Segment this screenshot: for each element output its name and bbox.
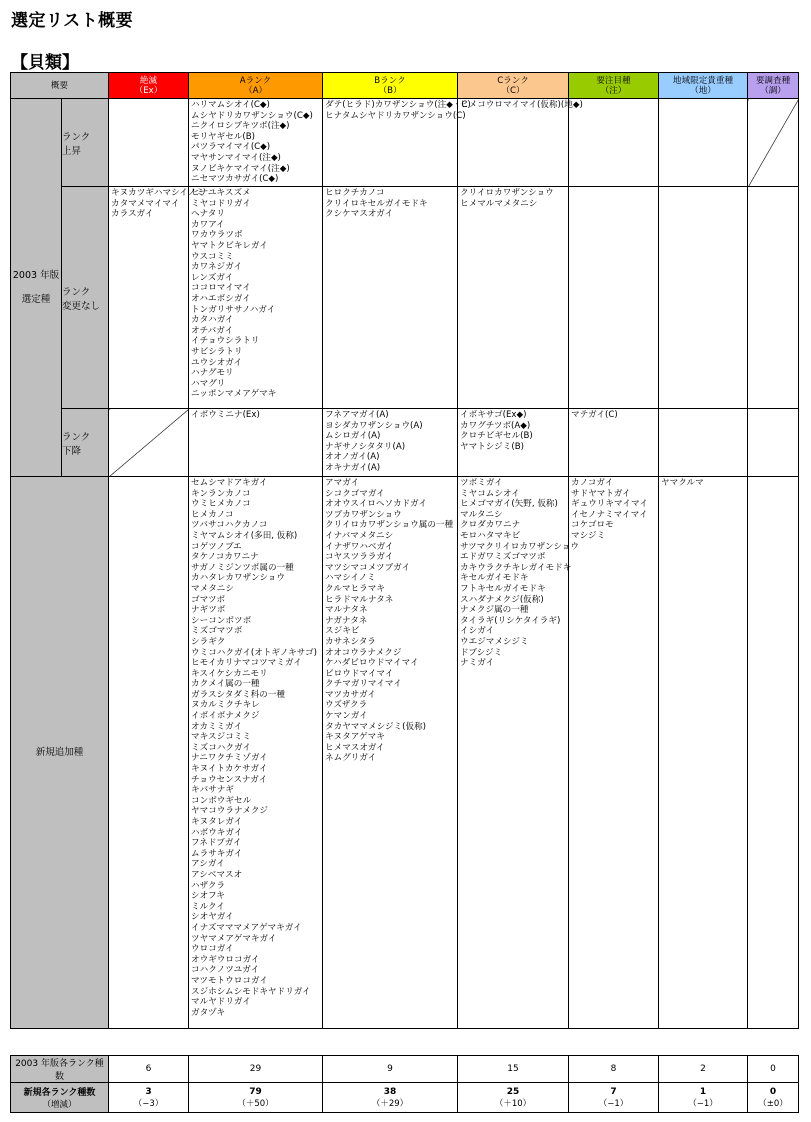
count-new-c: 25 （＋10）	[458, 1083, 569, 1113]
species-item: セムシマドアキガイ	[191, 478, 268, 488]
species-item: クシケマスオガイ	[325, 209, 394, 220]
species-item: オカミミガイ	[191, 721, 243, 732]
species-item: オオコウラナメクジ	[325, 647, 402, 658]
species-item: キヌタアゲマキ	[325, 732, 385, 743]
species-item: ハマシイノミ	[325, 573, 376, 584]
header-row	[11, 73, 799, 99]
species-item: ゴマツボ	[191, 594, 226, 605]
rank-down-label: ランク 下降	[62, 409, 109, 477]
species-item: サビシラトリ	[191, 346, 243, 357]
rank-down-b-cell	[323, 409, 458, 477]
species-item: キヌカツギハマシイノミ	[111, 188, 205, 198]
count-2003-investigate: 0	[748, 1056, 799, 1083]
species-item: ヒナタムシヤドリカワザンショウ(C)	[325, 110, 466, 121]
species-item: ダテ(ヒラド)カワザンショウ(注◆・C)	[325, 100, 471, 110]
count-2003-attention: 8	[569, 1056, 659, 1083]
count-2003-c: 15	[458, 1056, 569, 1083]
species-item: オウギウロコガイ	[191, 954, 260, 965]
species-item: オオウスイロヘソカドガイ	[325, 499, 427, 510]
species-item: ツヤマメアゲマキガイ	[191, 933, 277, 944]
species-item: カワネジガイ	[191, 262, 243, 273]
rank-same-ex-cell	[109, 187, 205, 409]
count-new-regional: 1 （−1）	[659, 1083, 748, 1113]
count-new-attention: 7 （−1）	[569, 1083, 659, 1113]
rank-up-row	[11, 99, 799, 187]
a-rank-header: Aランク （A）	[189, 73, 323, 99]
species-item: マルタニシ	[460, 509, 503, 520]
species-item: コケゴロモ	[571, 520, 614, 531]
species-item: キヌイトカケサガイ	[191, 764, 268, 775]
species-item: ナニワクチミゾガイ	[191, 753, 268, 764]
species-item: ガタヅキ	[191, 1007, 226, 1018]
species-item: キスイケシカニモリ	[191, 668, 268, 679]
species-item: ウエジマメシジミ	[460, 636, 529, 647]
species-item: フネアマガイ(A)	[325, 410, 389, 420]
species-item: シラギク	[191, 636, 226, 647]
species-item: オオノガイ(A)	[325, 452, 380, 463]
species-item: マルナタネ	[325, 605, 368, 616]
species-item: ケマンガイ	[325, 711, 368, 722]
summary-2003-row	[11, 1056, 799, 1083]
species-item: タイラギ(リシケタイラギ)	[460, 615, 561, 626]
species-item: シーコンボツボ	[191, 615, 252, 626]
species-item: マテガイ(C)	[571, 410, 618, 420]
rank-same-label: ランク 変更なし	[62, 187, 109, 409]
species-item: ミヤコムシオイ	[460, 488, 520, 499]
species-item: ハナグモリ	[191, 368, 234, 379]
species-item: ウズザクラ	[325, 700, 368, 711]
species-item: ムシロガイ(A)	[325, 431, 381, 442]
species-item: マツシマコメツブガイ	[325, 562, 411, 573]
species-item: カワアイ	[191, 219, 225, 230]
species-item: ヒモイカリナマコツマミガイ	[191, 658, 302, 669]
species-item: ヒロクチカノコ	[325, 188, 385, 198]
new-attention-cell	[569, 477, 659, 1029]
species-item: ハボウキガイ	[191, 827, 243, 838]
species-item: ハリマムシオイ(C◆)	[191, 100, 270, 110]
species-item: ツブカワザンショウ	[325, 509, 402, 520]
species-item: ケハダビロウドマイマイ	[325, 658, 419, 669]
b-rank-header: Bランク （B）	[323, 73, 458, 99]
species-item: ナギサノシタタリ(A)	[325, 441, 406, 452]
rank-same-attention-cell	[569, 187, 659, 409]
species-item: カワグチツボ(A◆)	[460, 420, 531, 431]
c-rank-header: Cランク （C）	[458, 73, 569, 99]
new-b-cell	[323, 477, 458, 1029]
species-item: サツマクリイロカワザンショウ	[460, 541, 579, 552]
species-item: エドガワミズゴマツボ	[460, 552, 546, 563]
species-item: ユウシオガイ	[191, 357, 243, 368]
species-item: ミヤマムシオイ(多田, 仮称)	[191, 530, 298, 541]
species-item: カタハガイ	[191, 315, 234, 326]
species-item: ヌノビキケマイマイ(注◆)	[191, 163, 290, 174]
species-item: マメタニシ	[191, 583, 234, 594]
species-item: サガノミジンツボ属の一種	[191, 562, 294, 573]
species-item: ナギツボ	[191, 605, 226, 616]
species-item: ニッポンマメアゲマキ	[191, 389, 277, 400]
species-item: フトキセルガイモドキ	[460, 583, 546, 594]
summary-2003-label: 2003 年版各ランク種数	[11, 1056, 109, 1083]
count-2003-ex: 6	[109, 1056, 189, 1083]
count-2003-a: 29	[189, 1056, 323, 1083]
rank-up-label: ランク 上昇	[62, 99, 109, 187]
species-item: マシジミ	[571, 530, 606, 541]
species-item: イナザワハベガイ	[325, 541, 394, 552]
species-item: スジホシムシモドキヤドリガイ	[191, 986, 311, 997]
species-item: カノコガイ	[571, 478, 614, 488]
species-item: カハタレカワザンショウ	[191, 573, 285, 584]
new-a-cell	[189, 477, 323, 1029]
rank-up-investigate-empty	[748, 99, 799, 187]
investigate-header: 要調査種 （調）	[748, 73, 799, 99]
species-item: コンボウギセル	[191, 795, 252, 806]
overview-header: 概要	[11, 73, 109, 99]
species-item: イセノナミマイマイ	[571, 509, 648, 520]
section-heading: 【貝類】	[11, 53, 79, 73]
species-item: イボイボナメクジ	[191, 711, 260, 722]
species-item: ヤマトシジミ(B)	[460, 441, 524, 452]
rank-same-a-cell	[189, 187, 323, 409]
species-item: ハマグリ	[191, 378, 226, 389]
species-item: ナミガイ	[460, 658, 495, 669]
species-item: タケノコカワニナ	[191, 552, 259, 563]
rank-down-investigate-cell	[748, 409, 799, 477]
rank-same-c-cell	[458, 187, 569, 409]
species-item: ワカウラツボ	[191, 230, 243, 241]
count-2003-b: 9	[323, 1056, 458, 1083]
rank-same-investigate-cell	[748, 187, 799, 409]
species-item: クロチビギセル(B)	[460, 431, 533, 442]
count-2003-regional: 2	[659, 1056, 748, 1083]
selection-table	[10, 72, 799, 1029]
species-item: ウスコミミ	[191, 251, 234, 262]
species-item: ヤマトクビキレガイ	[191, 240, 268, 251]
species-item: カラスガイ	[111, 209, 154, 220]
species-item: ムラサキガイ	[191, 848, 243, 859]
species-item: マキスジコミミ	[191, 732, 252, 743]
species-item: タカヤママメシジミ(仮称)	[325, 721, 427, 732]
species-item: ニクイロシブキツボ(注◆)	[191, 121, 290, 132]
attention-header: 要注目種 （注）	[569, 73, 659, 99]
count-new-a: 79 （＋50）	[189, 1083, 323, 1113]
species-item: シオフキ	[191, 891, 225, 902]
species-item: アシベマスオ	[191, 869, 243, 880]
species-item: イチョウシラトリ	[191, 336, 260, 347]
count-new-investigate: 0 （±0）	[748, 1083, 799, 1113]
rank-up-c-cell	[458, 99, 583, 187]
species-item: ギュウリキマイマイ	[571, 499, 649, 510]
species-item: チョウセンスナガイ	[191, 774, 268, 785]
species-item: オチバガイ	[191, 325, 234, 336]
new-ex-cell	[109, 477, 189, 1029]
species-item: クリイロキセルガイモドキ	[325, 198, 428, 209]
rank-down-regional-cell	[659, 409, 748, 477]
species-item: クチマガリマイマイ	[325, 679, 402, 690]
rank-same-b-cell	[323, 187, 458, 409]
count-new-b: 38 （＋29）	[323, 1083, 458, 1113]
species-item: カタマメマイマイ	[111, 198, 180, 209]
species-item: ネムグリガイ	[325, 753, 377, 764]
rank-down-ex-empty	[109, 409, 189, 477]
rank-up-b-cell	[323, 99, 471, 187]
species-item: ニセマツカサガイ(C◆)	[191, 174, 279, 185]
species-item: ガラスシタダミ科の一種	[191, 689, 285, 700]
species-item: ムシヤドリカワザンショウ(C◆)	[191, 110, 313, 121]
rank-down-attention-cell	[569, 409, 659, 477]
rank-up-ex-cell	[109, 99, 189, 187]
species-item: ヘナタリ	[191, 209, 225, 220]
species-item: ミズコハクガイ	[191, 742, 251, 753]
species-item: シコクゴマガイ	[325, 488, 385, 499]
species-item: マツモトウロコガイ	[191, 975, 268, 986]
species-item: コゲツノブエ	[191, 541, 242, 552]
species-item: コハクノツユガイ	[191, 965, 260, 976]
regional-header: 地域限定貴重種 （地）	[659, 73, 748, 99]
species-item: ヒメコウロマイマイ(仮称)(地◆)	[460, 100, 583, 110]
new-c-cell	[458, 477, 579, 1029]
species-item: ツボミガイ	[460, 478, 503, 488]
species-item: カサネシタラ	[325, 636, 376, 647]
species-item: フネドブガイ	[191, 838, 242, 849]
species-item: ツバサコハクカノコ	[191, 520, 268, 531]
rank-same-regional-cell	[659, 187, 748, 409]
species-item: トンガリササノハガイ	[191, 304, 276, 315]
species-item: ハザクラ	[191, 880, 226, 891]
species-item: ヒメゴマガイ(矢野, 仮称)	[460, 499, 558, 510]
species-item: スジキビ	[325, 626, 360, 637]
species-item: イナズマママメアゲマキガイ	[191, 922, 302, 933]
rank-down-row	[11, 409, 799, 477]
count-new-ex: 3 （−3）	[109, 1083, 189, 1113]
species-item: スハダナメクジ(仮称)	[460, 594, 544, 605]
species-item: クリイロカワザンショウ	[460, 188, 554, 198]
species-item: ココロマイマイ	[191, 283, 251, 294]
species-item: マツカサガイ	[325, 689, 376, 700]
species-item: キヌタレガイ	[191, 817, 243, 827]
summary-new-label: 新規各ランク種数 （増減）	[11, 1083, 109, 1113]
page-title: 選定リスト概要	[11, 11, 134, 31]
species-item: ヤマクルマ	[661, 478, 704, 488]
species-item: クロダカワニナ	[460, 520, 521, 531]
species-item: ナガナタネ	[325, 615, 368, 626]
species-item: キバサナギ	[191, 785, 234, 796]
species-item: イボウミニナ(Ex)	[191, 410, 260, 420]
species-item: モリヤギセル(B)	[191, 131, 256, 142]
species-item: パツラマイマイ(C◆)	[191, 142, 271, 153]
species-item: イボキサゴ(Ex◆)	[460, 410, 527, 420]
rank-up-attention-cell	[569, 99, 659, 187]
rank-down-c-cell	[458, 409, 569, 477]
species-item: ウロコガイ	[191, 944, 234, 955]
species-item: オキナガイ(A)	[325, 462, 381, 473]
summary-table	[10, 1055, 799, 1113]
species-item: レンズガイ	[191, 272, 234, 283]
species-item: ナメクジ属の一種	[460, 605, 529, 616]
species-item: アシガイ	[191, 859, 225, 870]
species-item: ヨシダカワザンショウ(A)	[325, 420, 423, 431]
species-item: ミルクイ	[191, 901, 225, 912]
rank-up-regional-cell	[659, 99, 748, 187]
species-item: カキウラクチキレガイモドキ	[460, 562, 572, 573]
ex-header: 絶滅 （Ex）	[109, 73, 189, 99]
species-item: コヤスツララガイ	[325, 552, 394, 563]
species-item: ヒナユキスズメ	[191, 188, 251, 198]
summary-new-row	[11, 1083, 799, 1113]
species-item: ヒメマスオガイ	[325, 742, 385, 753]
species-item: ウミヒメカノコ	[191, 499, 251, 510]
rank-up-a-cell	[189, 99, 323, 187]
species-item: イナバマメタニシ	[325, 530, 394, 541]
new-species-row	[11, 477, 799, 1029]
group-2003-selected: 2003 年版 選定種	[11, 99, 62, 477]
species-item: イシガイ	[460, 626, 495, 637]
rank-same-row	[11, 187, 799, 409]
species-item: ヌカルミクチキレ	[191, 700, 260, 711]
species-item: シオヤガイ	[191, 912, 234, 923]
new-species-label: 新規追加種	[11, 477, 109, 1029]
species-item: カクメイ属の一種	[191, 679, 260, 690]
species-item: クルマヒラマキ	[325, 583, 385, 594]
species-item: ヤマコウラナメクジ	[191, 806, 269, 817]
species-item: ミズゴマツボ	[191, 626, 243, 637]
species-item: ミヤコドリガイ	[191, 198, 251, 209]
rank-down-a-cell	[189, 409, 323, 477]
species-item: キンランカノコ	[191, 488, 251, 499]
species-item: ドブシジミ	[460, 647, 503, 658]
species-item: ヒラドマルナタネ	[325, 594, 394, 605]
species-item: マルヤドリガイ	[191, 997, 251, 1008]
species-item: ヒメマルマメタニシ	[460, 198, 538, 209]
species-item: ビロウドマイマイ	[325, 668, 394, 679]
species-item: ヒメカノコ	[191, 509, 234, 520]
new-regional-cell	[659, 477, 748, 1029]
species-item: マヤサンマイマイ(注◆)	[191, 152, 281, 163]
new-investigate-cell	[748, 477, 799, 1029]
species-item: キセルガイモドキ	[460, 573, 529, 584]
species-item: サドヤマトガイ	[571, 488, 631, 499]
species-item: アマガイ	[325, 478, 360, 488]
species-item: オハエボシガイ	[191, 293, 251, 304]
species-item: ウミコハクガイ(オトギノキサゴ)	[191, 647, 317, 658]
species-item: モロハタマキビ	[460, 530, 521, 541]
species-item: クリイロカワザンショウ属の一種	[325, 520, 454, 531]
